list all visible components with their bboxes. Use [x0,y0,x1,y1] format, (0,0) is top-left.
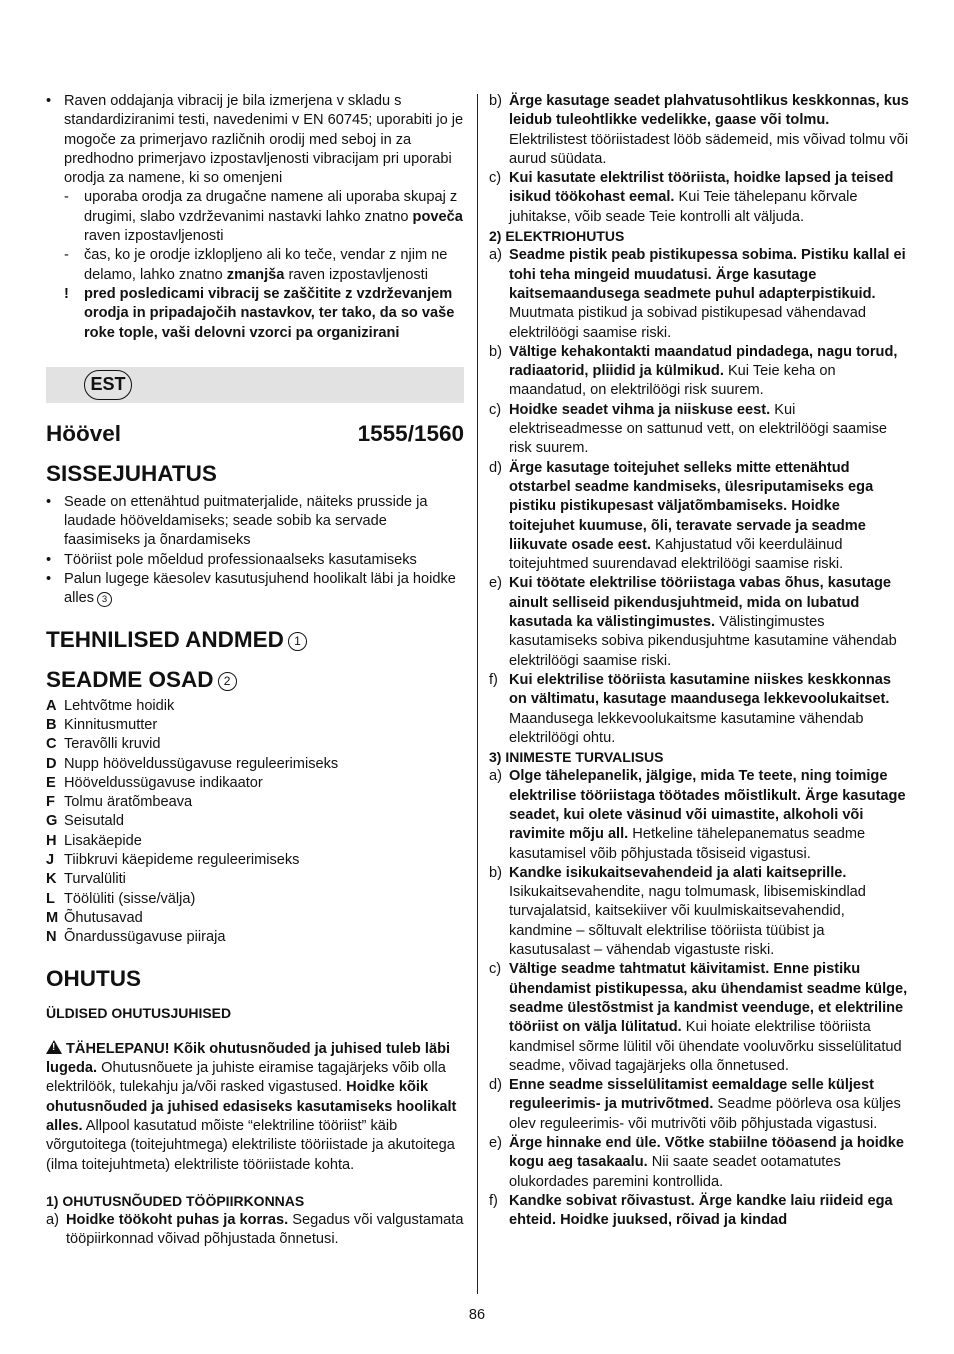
heading-technical-data-text: TEHNILISED ANDMED [46,626,284,652]
part-label: Õhutusavad [64,909,143,926]
heading-personal-safety: 3) INIMESTE TURVALISUS [489,749,664,766]
part-item [46,890,464,909]
heading-intro: SISSEJUHATUS [46,460,217,486]
heading-parts [46,667,464,693]
safety-item [489,92,909,169]
part-label: Kinnitusmutter [64,716,158,733]
figure-ref-2: 2 [218,672,237,691]
item-letter: f) [489,1192,498,1209]
intro-item: • Tööriist pole mõeldud professionaalseks kasutamiseks [46,551,464,570]
item-bold: Kandke isikukaitsevahendeid ja alati kaitseprille. [509,864,847,881]
intro-item [46,570,464,609]
item-bold: Hoidke seadet vihma ja niiskuse eest. [509,401,771,418]
item-bold: Kui elektrilise tööriista kasutamine niiskes keskkonnas on vältimatu, kasutage maandusega lekkevoolukaitset. [509,671,892,708]
part-key: B [46,716,57,733]
warning-triangle-icon [46,1040,62,1054]
item-bold: Hoidke töökoht puhas ja korras. [66,1212,289,1229]
safety-item [489,574,909,670]
part-item [46,832,464,851]
part-item [46,793,464,812]
heading-general-safety: ÜLDISED OHUTUSJUHISED [46,1004,232,1021]
part-item [46,735,464,754]
item-bold: Enne seadme sisselülitamist eemaldage selle küljest reguleerimis- ja mutrivõtmed. [509,1077,875,1113]
general-warning [46,1040,464,1175]
electrical-safety-items [489,246,909,748]
item-text: Hetkeline tähelepanematus seadme kasutamisel võib põhjustada tõsiseid vigastusi. [509,826,866,862]
part-key: H [46,832,57,849]
item-letter: a) [46,1212,59,1229]
column-divider [477,94,478,1294]
item-letter: c) [489,961,502,978]
vibration-warning-text: pred posledicami vibracij se zaščitite z vzdrževanjem orodja in pripadajočih nastavkov, ter tako, da so vaše roke tople, vaši delovni vzorci pa organizirani [84,285,455,341]
part-label: Tolmu äratõmbeava [64,794,193,811]
item-letter: e) [489,575,502,592]
intro-list [46,493,464,609]
personal-safety-items [489,767,909,1230]
intro-item: • Seade on ettenähtud puitmaterjalide, näiteks prusside ja laudade hööveldamiseks; seade sobib ka servade faasimiseks ja õnardamiseks [46,493,464,551]
part-label: Nupp hööveldussügavuse reguleerimiseks [64,755,339,772]
part-item [46,812,464,831]
work-area-items [489,92,909,227]
item-bold: Seadme pistik peab pistikupessa sobima. Pistiku kallal ei tohi teha mingeid muudatusi. Ärge kasutage kaitsemaandusega seadmete puhul adapterpistikuid. [509,247,906,302]
part-key: J [46,852,55,869]
warning-text: Ohutusnõuete ja juhiste eiramise tagajärjeks võib olla elektrilöök, tulekahju ja/või rasked vigastused. [46,1060,446,1096]
item-letter: d) [489,459,502,476]
item-text: Kahjustatud või keerduläinud toitejuhtmed suurendavad elektrilöögi saamise riski. [509,536,844,573]
part-label: Lehtvõtme hoidik [64,697,175,714]
vibration-warning [46,285,464,343]
heading-parts-text: SEADME OSAD [46,666,214,692]
part-item [46,870,464,889]
item-text: Kui elektriseadmesse on sattunud vett, on elektrilöögi saamise risk suurem. [509,401,888,457]
item-text: Muutmata pistikud ja sobivad pistikupesad vähendavad elektrilöögi saamise riski. [509,305,866,341]
item-text: Nii saate seadet ootamatutes olukordades paremini kontrollida. [509,1154,841,1190]
left-column [46,92,464,1250]
item-bold: Kandke sobivat rõivastust. Ärge kandke laiu riideid ega ehteid. Hoidke juuksed, rõivad ja kindad [509,1192,893,1229]
warning-bold-text: TÄHELEPANU! Kõik ohutusnõuded ja juhised tuleb läbi lugeda. [46,1040,451,1077]
item-letter: b) [489,343,502,360]
safety-item [489,864,909,960]
item-bold: Kui kasutate elektrilist tööriista, hoidke lapsed ja teised isikud töökohast eemal. [509,170,894,206]
part-item [46,928,464,947]
item-bold: Kui töötate elektrilise tööriistaga vabas õhus, kasutage ainult selliseid pikendusjuhtmeid, mida on lubatud kasutada ka välistingimustes. [509,575,891,631]
heading-technical-data [46,627,464,653]
figure-ref-1: 1 [288,632,307,651]
part-key: E [46,774,56,791]
safety-item [489,459,909,575]
part-item [46,909,464,928]
item-letter: a) [489,768,502,785]
exclamation-mark: ! [64,285,69,302]
item-text: Kui Teie keha on maandatud, on elektrilöögi risk suurem. [509,363,836,399]
item-bold: Olge tähelepanelik, jälgige, mida Te teete, ning toimige elektrilise tööriistaga töötades mõistlikult. Ärge kasutage seadet, kui olete väsinud või uimastite, alkoholi või ravimite mõju all. [509,768,906,843]
safety-item [489,767,909,863]
product-title-row [46,421,464,447]
model-number: 1555/1560 [357,420,464,446]
right-column [489,92,909,1231]
safety-item [489,1076,909,1134]
item-letter: e) [489,1135,502,1152]
part-label: Hööveldussügavuse indikaator [64,774,263,791]
safety-item [489,401,909,459]
item-letter: d) [489,1077,502,1094]
dash1-text-a: uporaba orodja za drugačne namene ali uporaba skupaj z drugimi, slabo vzdrževanimi nastavki lahko znatno [84,189,458,225]
part-label: Turvalüliti [64,871,126,888]
part-label: Õnardussügavuse piiraja [64,929,226,946]
item-bold: Vältige kehakontakti maandatud pindadega, nagu torud, radiaatorid, pliidid ja külmikud. [509,343,898,380]
part-label: Tiibkruvi käepideme reguleerimiseks [64,852,300,869]
item-letter: f) [489,671,498,688]
parts-list [46,697,464,948]
product-title: Höövel [46,420,122,446]
page-number: 86 [468,1307,486,1323]
part-key: M [46,909,59,926]
part-label: Töölüliti (sisse/välja) [64,890,196,907]
safety-item [489,1134,909,1192]
warning-bold-text-2: Hoidke kõik ohutusnõuded ja juhised edasiseks kasutamiseks hoolikalt alles. [46,1079,457,1134]
dash2-text-c: raven izpostavljenosti [284,266,428,283]
part-key: L [46,890,55,907]
part-item [46,697,464,716]
dash1-text-c: raven izpostavljenosti [84,228,224,245]
part-key: K [46,871,57,888]
part-item [46,716,464,735]
safety-item [489,343,909,401]
safety-item [489,246,909,342]
heading-work-area: 1) OHUTUSNÕUDED TÖÖPIIRKONNAS [46,1192,305,1209]
safety-item [489,960,909,1076]
safety-item [489,169,909,227]
vibration-bullet: • Raven oddajanja vibracij je bila izmerjena v skladu s standardiziranimi testi, navedenimi v EN 60745; uporabiti jo je mogoče za primerjavo različnih orodij med seboj in za predhodno primerjavo izpostavljenosti vibracijam pri uporabi orodja za namene, ki so omenjeni [46,92,464,188]
dash1-text-b: poveča [412,208,463,225]
item-letter: c) [489,401,502,418]
item-text: Kui Teie tähelepanu kõrvale juhitakse, võib seade Teie kontrolli alt väljuda. [509,189,858,225]
part-label: Seisutald [64,813,125,830]
safety-item [489,1192,909,1231]
part-key: F [46,794,55,811]
language-band [46,367,464,403]
safety-item [489,671,909,748]
figure-ref-3: 3 [97,592,112,607]
dash2-text-a: čas, ko je orodje izklopljeno ali ko teče, vendar z njim ne delamo, lahko znatno [84,247,448,283]
part-key: D [46,755,57,772]
item-text: Seadme pöörleva osa küljes olev reguleerimis- või mutrivõti võib põhjustada vigastusi. [509,1096,901,1132]
part-label: Teravõlli kruvid [64,736,161,753]
part-key: C [46,736,57,753]
part-key: N [46,929,57,946]
dash2-text-b: zmanjša [226,266,285,283]
item-letter: c) [489,170,502,187]
item-text: Isikukaitsevahendite, nagu tolmumask, libisemiskindlad turvajalatsid, kaitsekiiver või kuulmiskaitsevahendid, kandmine – sõltuvalt elektrilise tööriista tüübist ja kasutusalast – vähendab vigastuste riski. [509,884,866,959]
heading-safety: OHUTUS [46,965,141,991]
work-area-item-a [46,1211,464,1250]
item-text: Kui hoiate elektrilise tööriista kandmisel sõrme lülitil või ühendate vooluvõrku sisselülitatud seadme, võivad tagajärjeks olla õnnetused. [509,1019,902,1074]
item-text: Maandusega lekkevoolukaitsme kasutamine vähendab elektrilöögi ohtu. [509,710,864,746]
item-bold: Ärge kasutage seadet plahvatusohtlikus keskkonnas, kus leidub tuleohtlikke vedelikke, gaase või tolmu. [509,93,909,129]
part-key: A [46,697,57,714]
vibration-dash-2 [46,246,464,285]
item-bold: Ärge hinnake end üle. Võtke stabiilne tööasend ja hoidke kogu aeg tasakaalu. [509,1135,904,1171]
vibration-dash-1 [46,188,464,246]
item-letter: a) [489,247,502,264]
item-text: Välistingimustes kasutamiseks sobiva pikendusjuhtme kasutamine vähendab elektrilöögi saamise riski. [509,614,897,669]
warning-text-2: Allpool kasutatud mõiste “elektriline tööriist” käib võrgutoitega (toitejuhtmega) elektriliste tööriistade ja akutoitega (ilma toitejuhtmeta) elektriliste tööriistade kohta. [46,1117,455,1173]
language-badge: EST [84,370,132,400]
part-item [46,851,464,870]
item-text: Elektrilistest tööriistadest lööb sädemeid, mis võivad tolmu või aurud süüdata. [509,131,909,167]
item-letter: b) [489,93,502,109]
item-bold: Vältige seadme tahtmatut käivitamist. Enne pistiku ühendamist pistikupessa, aku ühendamist seadme külge, seadme ülestõstmist ja kandmist veenduge, et elektriline tööriist on välja lülitatud. [509,961,908,1036]
part-label: Lisakäepide [64,832,142,849]
part-item [46,755,464,774]
item-bold: Ärge kasutage toitejuhet selleks mitte ettenähtud otstarbel seadme kandmiseks, ülesriputamiseks ega pistiku pistikupesast väljatõmbamiseks. Hoidke toitejuhet kuumuse, õli, teravate servade ja seadme liikuvate osade eest. [509,459,874,553]
item-text: Segadus või valgustamata tööpiirkonnad võivad põhjustada õnnetusi. [66,1212,464,1248]
part-key: G [46,813,58,830]
part-item [46,774,464,793]
heading-electrical-safety: 2) ELEKTRIOHUTUS [489,228,625,245]
item-letter: b) [489,864,502,881]
intro-item-text: Palun lugege käesolev kasutusjuhend hoolikalt läbi ja hoidke alles [64,571,456,607]
